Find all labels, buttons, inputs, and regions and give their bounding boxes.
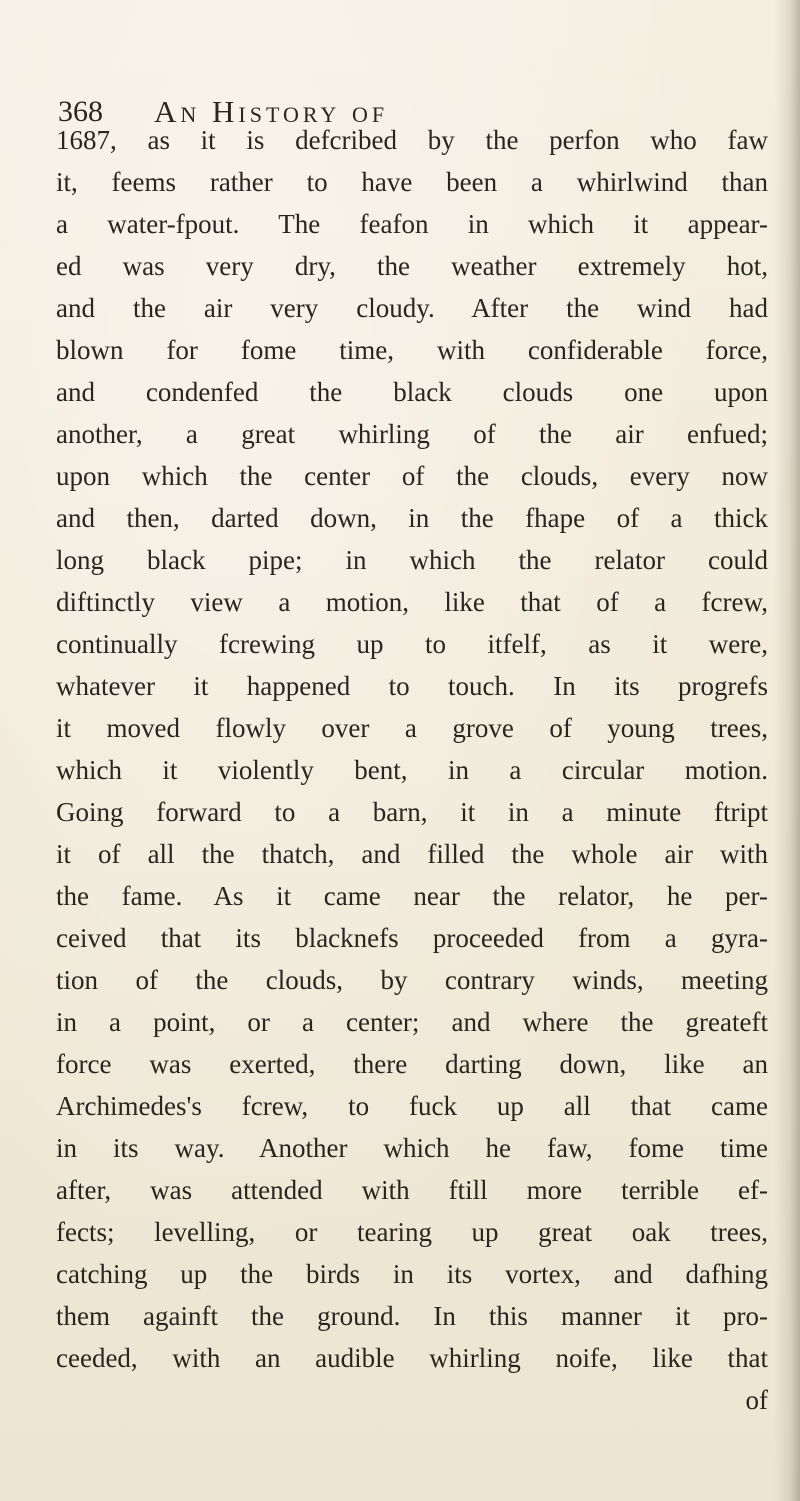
text-line: in a point, or a center; and where the greateft xyxy=(56,1007,768,1037)
text-line: ceeded, with an audible whirling noife, like that xyxy=(56,1343,768,1373)
text-line: and then, darted down, in the fhape of a thick xyxy=(56,503,768,533)
text-line: in its way. Another which he faw, fome time xyxy=(56,1133,768,1163)
text-line: catching up the birds in its vortex, and dafhing xyxy=(56,1259,768,1289)
text-line: another, a great whirling of the air enfued; xyxy=(56,419,768,449)
running-title: An History of xyxy=(154,94,389,129)
text-line: and condenfed the black clouds one upon xyxy=(56,377,768,407)
text-line: tion of the clouds, by contrary winds, meeting xyxy=(56,965,768,995)
text-line: Going forward to a barn, it in a minute ftript xyxy=(56,797,768,827)
text-line: diftinctly view a motion, like that of a fcrew, xyxy=(56,587,768,617)
text-line: 1687, as it is defcribed by the perfon who faw xyxy=(56,125,768,155)
text-line: force was exerted, there darting down, like an xyxy=(56,1049,768,1079)
text-line: upon which the center of the clouds, every now xyxy=(56,461,768,491)
text-line: ceived that its blacknefs proceeded from a gyra- xyxy=(56,923,768,953)
text-line: after, was attended with ftill more terrible ef- xyxy=(56,1175,768,1205)
text-line: Archimedes's fcrew, to fuck up all that came xyxy=(56,1091,768,1121)
text-line: a water-fpout. The feafon in which it appear- xyxy=(56,209,768,239)
catchword: of xyxy=(745,1385,768,1415)
text-line: them againft the ground. In this manner it pro- xyxy=(56,1301,768,1331)
text-line: blown for fome time, with confiderable force, xyxy=(56,335,768,365)
text-line: long black pipe; in which the relator could xyxy=(56,545,768,575)
page-number: 368 xyxy=(58,95,103,128)
text-line: and the air very cloudy. After the wind had xyxy=(56,293,768,323)
text-line: it, feems rather to have been a whirlwind than xyxy=(56,167,768,197)
text-line: it of all the thatch, and filled the whole air with xyxy=(56,839,768,869)
page-edge-shadow xyxy=(774,0,800,1501)
text-line: the fame. As it came near the relator, he per- xyxy=(56,881,768,911)
text-line: ed was very dry, the weather extremely hot, xyxy=(56,251,768,281)
text-line: which it violently bent, in a circular motion. xyxy=(56,755,768,785)
text-line: fects; levelling, or tearing up great oak trees, xyxy=(56,1217,768,1247)
text-line: continually fcrewing up to itfelf, as it were, xyxy=(56,629,768,659)
text-line: whatever it happened to touch. In its progrefs xyxy=(56,671,768,701)
text-line: it moved flowly over a grove of young trees, xyxy=(56,713,768,743)
